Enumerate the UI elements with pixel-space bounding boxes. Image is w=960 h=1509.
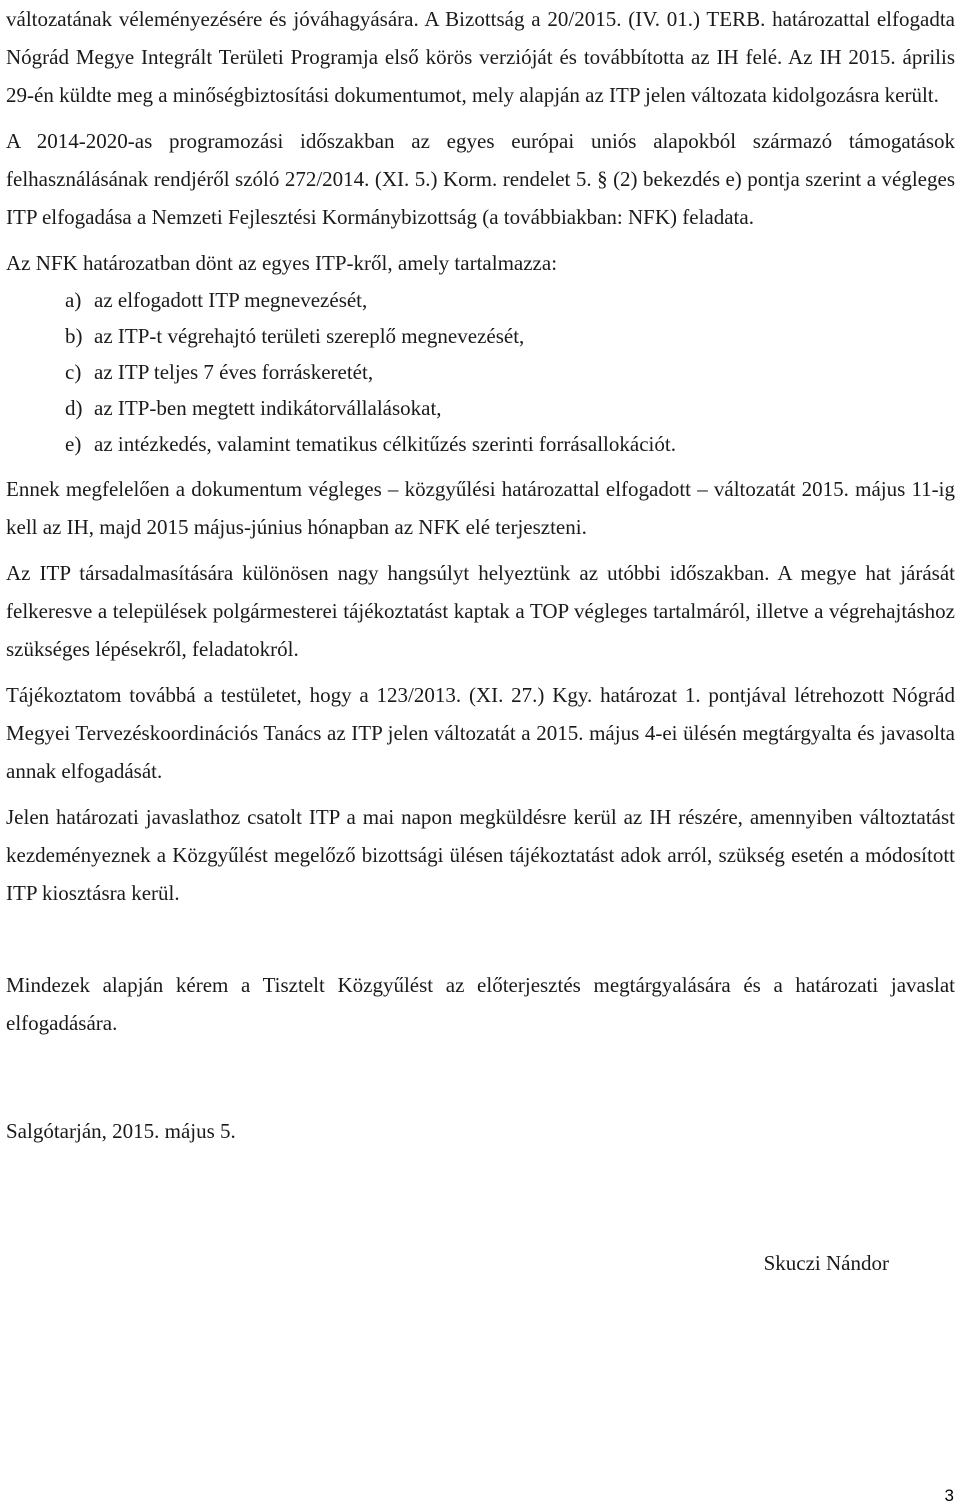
list-item-label: d) [65, 396, 83, 420]
list-item-label: b) [65, 324, 83, 348]
paragraph-submission-deadline: Ennek megfelelően a dokumentum végleges – közgyűlési határozattal elfogadott – változatát 2015. május 11-ig kell az IH, majd 2015 május-június hónapban az NFK elé terjeszteni. [6, 477, 955, 539]
nfk-decision-contents-list [6, 282, 955, 462]
list-item-label: a) [65, 288, 82, 312]
list-item [6, 354, 955, 390]
place-and-date: Salgótarján, 2015. május 5. [6, 1119, 236, 1143]
list-item-text: az elfogadott ITP megnevezését, [94, 288, 368, 312]
list-item [6, 390, 955, 426]
paragraph-legal-basis: A 2014-2020-as programozási időszakban az egyes európai uniós alapokból származó támogatások felhasználásának rendjéről szóló 272/2014. (XI. 5.) Korm. rendelet 5. § (2) bekezdés e) pontja szerint a végleges ITP elfogadása a Nemzeti Fejlesztési Kormánybizottság (a továbbiakban: NFK) feladata. [6, 129, 955, 229]
paragraph-nfk-decision-intro: Az NFK határozatban dönt az egyes ITP-kről, amely tartalmazza: [6, 251, 558, 275]
list-item-label: c) [65, 360, 82, 384]
paragraph-council-review: Tájékoztatom továbbá a testületet, hogy a 123/2013. (XI. 27.) Kgy. határozat 1. pontjával létrehozott Nógrád Megyei Tervezéskoordinációs Tanács az ITP jelen változatát a 2015. május 4-ei ülésén megtárgyalta és javasolta annak elfogadását. [6, 683, 955, 783]
list-item-text: az intézkedés, valamint tematikus célkitűzés szerinti forrásallokációt. [94, 432, 676, 456]
paragraph-request: Mindezek alapján kérem a Tisztelt Közgyűlést az előterjesztés megtárgyalására és a határozati javaslat elfogadására. [6, 973, 955, 1035]
paragraph-committee-approval: változatának véleményezésére és jóváhagyására. A Bizottság a 20/2015. (IV. 01.) TERB. határozattal elfogadta Nógrád Megye Integrált Területi Programja első körös verzióját és továbbította az IH felé. Az IH 2015. április 29-én küldte meg a minőségbiztosítási dokumentumot, mely alapján az ITP jelen változata kidolgozásra került. [6, 7, 955, 107]
document-page [6, 0, 955, 1278]
paragraph-socialisation: Az ITP társadalmasítására különösen nagy hangsúlyt helyeztünk az utóbbi időszakban. A megye hat járását felkeresve a települések polgármesterei tájékoztatást kaptak a TOP végleges tartalmáról, illetve a végrehajtáshoz szükséges lépésekről, feladatokról. [6, 561, 955, 661]
paragraph-attachment-note: Jelen határozati javaslathoz csatolt ITP a mai napon megküldésre kerül az IH részére, amennyiben változtatást kezdeményeznek a Közgyűlést megelőző bizottsági ülésen tájékoztatást adok arról, szükség esetén a módosított ITP kiosztásra kerül. [6, 805, 955, 905]
list-item [6, 282, 955, 318]
list-item [6, 426, 955, 462]
page-number: 3 [944, 1486, 954, 1505]
list-item-text: az ITP-ben megtett indikátorvállalásokat, [94, 396, 442, 420]
list-item-text: az ITP-t végrehajtó területi szereplő megnevezését, [94, 324, 525, 348]
list-item-label: e) [65, 432, 82, 456]
list-item [6, 318, 955, 354]
signatory-name: Skuczi Nándor [763, 1251, 889, 1275]
list-item-text: az ITP teljes 7 éves forráskeretét, [94, 360, 374, 384]
